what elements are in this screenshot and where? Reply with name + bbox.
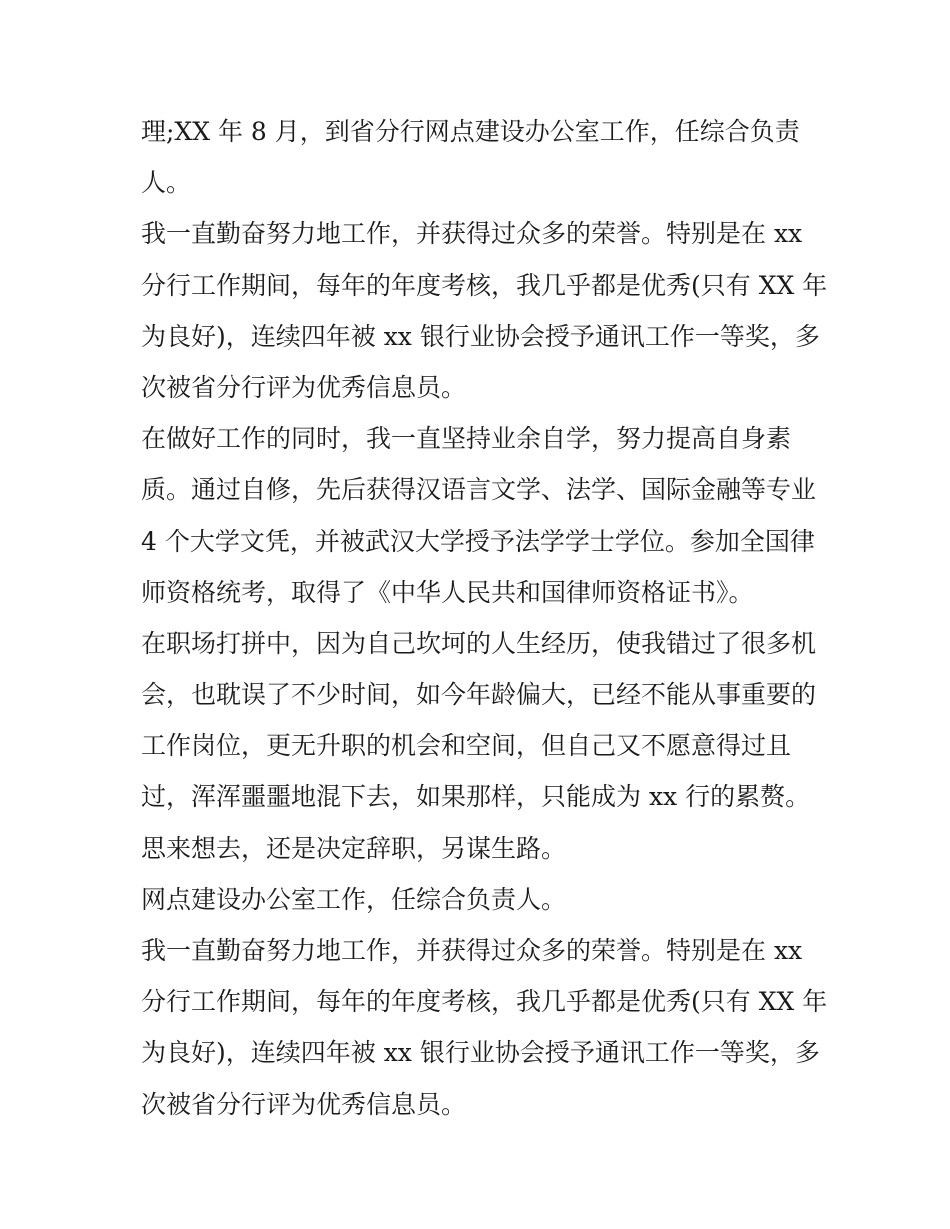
text-line: 师资格统考，取得了《中华人民共和国律师资格证书》。 bbox=[141, 577, 754, 607]
text-line: 分行工作期间，每年的年度考核，我几乎都是优秀(只有 XX 年 bbox=[141, 270, 828, 300]
text-line: 在做好工作的同时，我一直坚持业余自学，努力提高自身素 bbox=[141, 424, 792, 454]
text-line: 分行工作期间，每年的年度考核，我几乎都是优秀(只有 XX 年 bbox=[141, 987, 828, 1017]
text-line: 次被省分行评为优秀信息员。 bbox=[141, 372, 467, 402]
text-line: 我一直勤奋努力地工作，并获得过众多的荣誉。特别是在 xx bbox=[141, 936, 803, 965]
text-line: 网点建设办公室工作，任综合负责人。 bbox=[141, 884, 567, 914]
text-line: 次被省分行评为优秀信息员。 bbox=[141, 1089, 467, 1119]
text-line: 4 个大学文凭，并被武汉大学授予法学学士学位。参加全国律 bbox=[141, 526, 815, 556]
text-line: 思来想去，还是决定辞职，另谋生路。 bbox=[141, 833, 567, 863]
text-line: 工作岗位，更无升职的机会和空间，但自己又不愿意得过且 bbox=[141, 731, 792, 761]
text-line: 理;XX 年 8 月，到省分行网点建设办公室工作，任综合负责 bbox=[141, 117, 800, 146]
text-line: 为良好)，连续四年被 xx 银行业协会授予通讯工作一等奖，多 bbox=[141, 321, 820, 351]
text-line: 过，浑浑噩噩地混下去，如果那样，只能成为 xx 行的累赘。 bbox=[141, 782, 811, 812]
text-line: 会，也耽误了不少时间，如今年龄偏大，已经不能从事重要的 bbox=[141, 680, 817, 710]
text-line: 我一直勤奋努力地工作，并获得过众多的荣誉。特别是在 xx bbox=[141, 219, 803, 249]
text-line: 质。通过自修，先后获得汉语言文学、法学、国际金融等专业 bbox=[141, 475, 817, 505]
document-body bbox=[141, 106, 828, 1130]
text-line: 为良好)，连续四年被 xx 银行业协会授予通讯工作一等奖，多 bbox=[141, 1038, 820, 1068]
text-line: 在职场打拼中，因为自己坎坷的人生经历，使我错过了很多机 bbox=[141, 628, 817, 658]
text-line: 人。 bbox=[141, 168, 192, 198]
